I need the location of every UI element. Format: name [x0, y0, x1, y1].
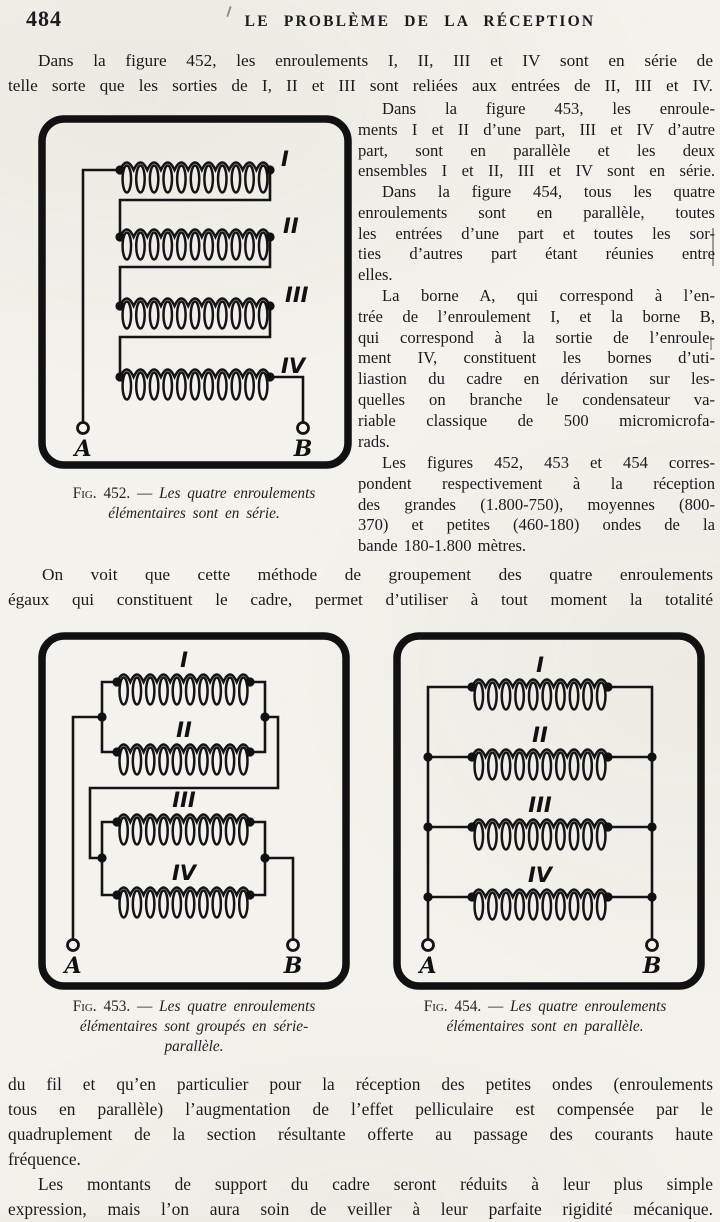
coil-loop	[146, 818, 154, 845]
text-line: tous en parallèle) l’augmentation de l’effet pelliculaire est compensée par le	[8, 1099, 713, 1119]
coil-loop	[191, 233, 199, 260]
coil-loop	[150, 302, 158, 329]
wire	[270, 377, 303, 422]
coil-loop	[543, 753, 551, 780]
coil-label: IV	[171, 861, 197, 885]
figure-452-diagram	[38, 115, 352, 470]
caption-line	[40, 484, 348, 504]
terminal-label: A	[419, 953, 437, 979]
coil-loop	[136, 166, 144, 193]
coil-loop	[177, 373, 185, 400]
junction-dot	[647, 822, 656, 831]
circuit-svg	[38, 632, 350, 990]
coil-loop	[488, 893, 496, 920]
coil-loop	[515, 683, 523, 710]
junction-dot	[97, 853, 106, 862]
caption-line: élémentaires sont en série.	[108, 505, 280, 522]
coil-loop	[245, 373, 253, 400]
coil-loop	[173, 818, 181, 845]
coil-loop	[186, 818, 194, 845]
junction-dot	[467, 892, 476, 901]
coil-loop	[529, 893, 537, 920]
coil-loop	[159, 748, 167, 775]
junction-dot	[603, 892, 612, 901]
wire	[120, 306, 270, 377]
text-line: expression, mais l’on aura soin de veiller à leur parfaite rigidité mécanique.	[8, 1199, 713, 1219]
text-line: Les montants de support du cadre seront réduits à leur plus simple	[38, 1174, 713, 1194]
junction-dot	[265, 165, 274, 174]
coil-loop	[226, 818, 234, 845]
coil-loop	[191, 373, 199, 400]
junction-dot	[115, 232, 124, 241]
figure-452-caption	[40, 484, 348, 524]
coil-label: I	[281, 147, 289, 171]
terminal-label: A	[64, 953, 82, 979]
text-line: des grandes (1.800-750), moyennes (800-	[358, 494, 715, 514]
coil-loop	[218, 373, 226, 400]
coil-loop	[199, 678, 207, 705]
coil-loop	[173, 891, 181, 918]
text-line: ties d’autres part étant réunies entre	[358, 244, 715, 264]
caption-text: Les quatre enroulements	[159, 998, 316, 1015]
coil-loop	[488, 753, 496, 780]
junction-dot	[115, 372, 124, 381]
coil-label: IV	[281, 354, 306, 378]
terminal-circle	[288, 940, 299, 951]
coil-loop	[177, 233, 185, 260]
coil-loop	[232, 166, 240, 193]
paragraph-methode	[8, 562, 713, 612]
coil-loop	[133, 818, 141, 845]
text-line: riable classique de 500 micromicrofa-	[358, 410, 715, 430]
coil-label: I	[180, 648, 188, 672]
coil-loop	[213, 748, 221, 775]
coil-loop	[529, 753, 537, 780]
terminal-label: B	[283, 953, 303, 979]
terminal-circle	[68, 940, 79, 951]
junction-dot	[467, 752, 476, 761]
coil-loop	[204, 233, 212, 260]
coil-loop	[204, 373, 212, 400]
junction-dot	[260, 853, 269, 862]
junction-dot	[245, 747, 254, 756]
text-line: part, sont en parallèle et les deux	[358, 140, 715, 160]
terminal-label: A	[74, 436, 92, 462]
coil-loop	[159, 678, 167, 705]
text-line: On voit que cette méthode de groupement des quatre enroulements	[42, 565, 713, 584]
caption-line: parallèle.	[164, 1038, 224, 1055]
text-line: La borne A, qui correspond à l’en-	[382, 286, 715, 305]
coil-loop	[146, 748, 154, 775]
coil-loop	[136, 233, 144, 260]
coil-loop	[515, 753, 523, 780]
coil-loop	[245, 233, 253, 260]
circuit-svg	[393, 632, 705, 990]
coil-loop	[199, 891, 207, 918]
junction-dot	[245, 677, 254, 686]
terminal-label: B	[642, 953, 662, 979]
coil-loop	[164, 166, 172, 193]
coil-loop	[488, 823, 496, 850]
coil-loop	[150, 233, 158, 260]
coil-loop	[150, 166, 158, 193]
paragraph-effet-pelliculaire	[8, 1072, 713, 1172]
coil-loop	[502, 893, 510, 920]
text-line: telle sorte que les sorties de I, II et III sont reliées aux entrées de II, III et IV.	[8, 76, 713, 95]
coil-loop	[570, 893, 578, 920]
wire	[608, 687, 652, 939]
coil-loop	[583, 683, 591, 710]
coil-loop	[570, 823, 578, 850]
junction-dot	[260, 712, 269, 721]
coil-loop	[583, 893, 591, 920]
coil-label: I	[536, 653, 544, 677]
coil-label: II	[176, 718, 192, 742]
coil-loop	[226, 748, 234, 775]
caption-text: Les quatre enroulements	[510, 998, 667, 1015]
text-line: ensembles I et II, III et IV sont en série.	[358, 161, 715, 181]
coil-label: III	[528, 793, 552, 817]
caption-text: Les quatre enroulements	[159, 485, 316, 502]
junction-dot	[245, 817, 254, 826]
coil-loop	[136, 373, 144, 400]
coil-loop	[159, 891, 167, 918]
paragraph-intro-fig452	[8, 48, 713, 98]
text-line: ment IV, constituent les bornes d’uti-	[358, 348, 715, 368]
coil-loop	[543, 683, 551, 710]
text-line: elles.	[358, 265, 393, 285]
coil-loop	[502, 823, 510, 850]
junction-dot	[112, 890, 121, 899]
junction-dot	[467, 822, 476, 831]
junction-dot	[112, 817, 121, 826]
coil-loop	[199, 748, 207, 775]
figure-label: Fig. 452. —	[72, 485, 160, 502]
junction-dot	[603, 752, 612, 761]
text-line: fréquence.	[8, 1149, 81, 1169]
junction-dot	[647, 752, 656, 761]
coil-loop	[218, 302, 226, 329]
text-line: Dans la figure 452, les enroulements I, II, III et IV sont en série de	[38, 51, 713, 70]
junction-dot	[467, 682, 476, 691]
coil-loop	[488, 683, 496, 710]
text-line: trée de l’enroulement I, et la borne B,	[358, 306, 715, 326]
junction-dot	[245, 890, 254, 899]
text-line: du fil et qu’en particulier pour la réception des petites ondes (enroulements	[8, 1074, 713, 1094]
terminal-circle	[78, 423, 89, 434]
coil-label: II	[283, 214, 299, 238]
coil-loop	[191, 166, 199, 193]
coil-loop	[204, 302, 212, 329]
coil-loop	[502, 753, 510, 780]
coil-loop	[186, 891, 194, 918]
junction-dot	[603, 822, 612, 831]
coil-loop	[226, 678, 234, 705]
figure-454-caption	[382, 997, 708, 1037]
text-line: quelles on branche le condensateur va-	[358, 389, 715, 409]
coil-loop	[515, 823, 523, 850]
coil-loop	[191, 302, 199, 329]
coil-loop	[150, 373, 158, 400]
coil-loop	[232, 373, 240, 400]
wire	[428, 687, 472, 939]
coil-loop	[556, 683, 564, 710]
running-title: LE PROBLÈME DE LA RÉCEPTION	[244, 13, 596, 30]
coil-loop	[173, 678, 181, 705]
coil-loop	[570, 683, 578, 710]
coil-loop	[226, 891, 234, 918]
coil-loop	[159, 818, 167, 845]
coil-loop	[529, 683, 537, 710]
page-number: 484	[26, 6, 62, 31]
text-line: 370) et petites (460-180) ondes de la	[358, 515, 715, 535]
caption-line: élémentaires sont groupés en série-	[79, 1018, 309, 1035]
coil-label: III	[285, 283, 309, 307]
coil-loop	[515, 893, 523, 920]
coil-loop	[173, 748, 181, 775]
junction-dot	[112, 677, 121, 686]
coil-loop	[213, 818, 221, 845]
coil-loop	[186, 678, 194, 705]
wire	[73, 717, 102, 939]
figure-label: Fig. 453. —	[72, 998, 160, 1015]
coil-loop	[556, 753, 564, 780]
coil-loop	[529, 823, 537, 850]
text-line: les entrées d’une part et toutes les sor-	[358, 223, 715, 243]
paragraph-bandes	[358, 453, 715, 557]
wire	[265, 858, 293, 939]
figure-label: Fig. 454. —	[423, 998, 511, 1015]
coil-loop	[218, 166, 226, 193]
text-line: Dans la figure 454, tous les quatre	[382, 182, 715, 201]
junction-dot	[423, 752, 432, 761]
coil-loop	[245, 166, 253, 193]
paragraph-fig454	[358, 182, 715, 286]
coil-label: III	[172, 788, 196, 812]
wire	[120, 170, 270, 237]
coil-loop	[146, 678, 154, 705]
figure-453-diagram	[38, 632, 350, 990]
coil-loop	[583, 753, 591, 780]
coil-loop	[543, 823, 551, 850]
junction-dot	[265, 232, 274, 241]
coil-loop	[164, 233, 172, 260]
terminal-label: B	[293, 436, 313, 462]
coil-loop	[556, 893, 564, 920]
circuit-svg	[38, 115, 352, 470]
coil-loop	[543, 893, 551, 920]
coil-loop	[186, 748, 194, 775]
text-line: ments I et II d’une part, III et IV d’autre	[358, 119, 715, 139]
coil-loop	[245, 302, 253, 329]
text-line: Les figures 452, 453 et 454 corres-	[382, 453, 715, 472]
junction-dot	[423, 822, 432, 831]
coil-loop	[133, 891, 141, 918]
text-line: Dans la figure 453, les enroule-	[382, 99, 715, 118]
caption-line	[26, 997, 362, 1017]
text-line: enroulements sont en parallèle, toutes	[358, 202, 715, 222]
junction-dot	[603, 682, 612, 691]
coil-loop	[199, 818, 207, 845]
coil-loop	[133, 678, 141, 705]
coil-loop	[502, 683, 510, 710]
coil-label: IV	[527, 863, 553, 887]
coil-loop	[232, 233, 240, 260]
paragraph-bornes	[358, 286, 715, 452]
coil-loop	[213, 678, 221, 705]
junction-dot	[115, 301, 124, 310]
terminal-circle	[423, 940, 434, 951]
junction-dot	[112, 747, 121, 756]
paragraph-fig453	[358, 99, 715, 182]
coil-label: II	[532, 723, 548, 747]
coil-loop	[164, 373, 172, 400]
text-line: quadruplement de la section résultante offerte au passage des courants haute	[8, 1124, 713, 1144]
wire	[120, 237, 270, 306]
terminal-circle	[298, 423, 309, 434]
junction-dot	[115, 165, 124, 174]
junction-dot	[647, 892, 656, 901]
junction-dot	[423, 892, 432, 901]
text-line: bande 180-1.800 mètres.	[358, 536, 527, 556]
text-line: qui correspond à la sortie de l’enroule-	[358, 327, 715, 347]
coil-loop	[204, 166, 212, 193]
coil-loop	[570, 753, 578, 780]
coil-loop	[583, 823, 591, 850]
figure-453-caption	[26, 997, 362, 1057]
junction-dot	[265, 372, 274, 381]
text-line: rads.	[358, 431, 390, 451]
terminal-circle	[647, 940, 658, 951]
coil-loop	[133, 748, 141, 775]
text-line: pondent respectivement à la réception	[358, 473, 715, 493]
coil-loop	[232, 302, 240, 329]
coil-loop	[164, 302, 172, 329]
coil-loop	[218, 233, 226, 260]
junction-dot	[265, 301, 274, 310]
caption-line	[382, 997, 708, 1017]
coil-loop	[213, 891, 221, 918]
junction-dot	[97, 712, 106, 721]
coil-loop	[136, 302, 144, 329]
text-line: égaux qui constituent le cadre, permet d’utiliser à tout moment la totalité	[8, 590, 713, 609]
caption-line: élémentaires sont en parallèle.	[446, 1018, 644, 1035]
coil-loop	[556, 823, 564, 850]
wire	[83, 170, 120, 422]
figure-454-diagram	[393, 632, 705, 990]
coil-loop	[177, 166, 185, 193]
text-line: liastion du cadre en dérivation sur les-	[358, 369, 715, 389]
coil-loop	[177, 302, 185, 329]
coil-loop	[146, 891, 154, 918]
